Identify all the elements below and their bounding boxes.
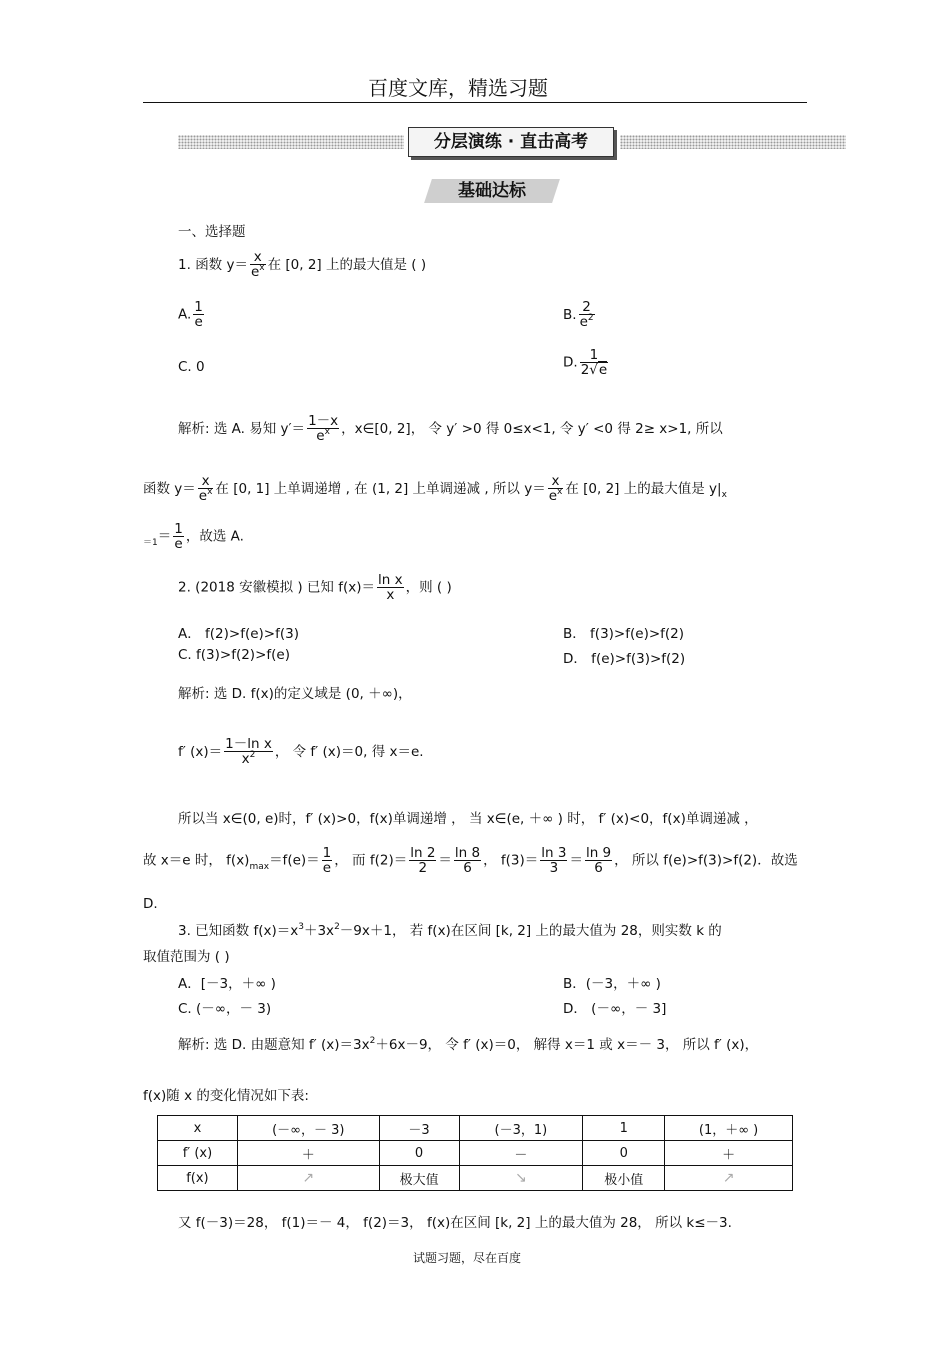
q3-option-d: D． (－∞，－ 3]: [563, 1001, 667, 1017]
table-cell: －: [459, 1141, 583, 1166]
q2-option-d: D． f(e)>f(3)>f(2): [563, 651, 686, 667]
q3-solution-line1: 解析: 选 D. 由题意知 f′ $(x)=3x^2+6x-9$， 令 f′ (x)＝0， 解得 x＝1 或 x＝－ 3， 所以 f′ (x)，: [178, 1036, 759, 1053]
q3-table-intro: f(x)随 x 的变化情况如下表:: [143, 1088, 309, 1104]
increasing-arrow-icon: ↗: [237, 1166, 379, 1191]
q1-option-a: A. $\frac{1}{e}$: [178, 299, 203, 331]
banner-dots-right: [620, 135, 846, 149]
q3-option-b: B．(－3，＋∞ ): [563, 976, 661, 992]
q3-stem-line2: 取值范围为 ( ): [143, 949, 230, 965]
q3-option-a: A．[－3，＋∞ ): [178, 976, 276, 992]
q2-maximum-line: 故 x＝e 时， $f(x)_{max}=f(e)=$ $\frac{1}{e}$ ， 而 f(2)＝ $\frac{\ln 2}{2}$ ＝ $\frac{\ln 8}{6}$ ， f(3)＝ $\frac{\ln 3}{3}$ ＝ $\frac{\ln 9}{6}$ ， 所以 f(e)>f(3)>f(2)．故选: [143, 845, 798, 877]
q1-option-c: C. 0: [178, 359, 205, 375]
table-cell: －3: [379, 1116, 459, 1141]
q2-monotonicity: 所以当 x∈(0, e)时，f′ (x)>0，f(x)单调递增 ， 当 x∈(e, ＋∞ ) 时， f′ (x)<0，f(x)单调递减 ，: [178, 811, 758, 827]
table-row: [158, 1116, 793, 1141]
basic-level-tag: [424, 179, 560, 203]
table-cell: x: [158, 1116, 238, 1141]
section-banner: 分层演练 · 直击高考: [408, 127, 614, 157]
banner-dots-left: [178, 135, 404, 149]
basic-level-tag-label: 基础达标: [458, 181, 526, 201]
table-cell: (－∞，－ 3): [237, 1116, 379, 1141]
q1-tail: 在 [0, 2] 上的最大值是 ( ): [267, 256, 427, 273]
q2-option-c: C. f(3)>f(2)>f(e): [178, 647, 290, 663]
table-row: [158, 1166, 793, 1191]
q1-option-b: B. $\frac{2}{e^2}$: [563, 299, 594, 331]
page-header-title: 百度文库，精选习题: [368, 76, 548, 100]
table-cell: f(x): [158, 1166, 238, 1191]
header-rule: [143, 102, 807, 103]
q2-option-b: B． f(3)>f(e)>f(2): [563, 626, 685, 642]
q3-conclusion: 又 f(－3)＝28， f(1)＝－ 4， f(2)＝3， f(x)在区间 [k, 2] 上的最大值为 28， 所以 k≤－3.: [178, 1215, 732, 1231]
decreasing-arrow-icon: ↘: [459, 1166, 583, 1191]
table-cell: (1，＋∞ ): [665, 1116, 793, 1141]
q1-lead: 函数 y＝: [195, 256, 248, 273]
q2-solution-line1: 解析: 选 D. f(x)的定义域是 (0, ＋∞)，: [178, 686, 412, 702]
q2-derivative: f′ (x)＝ $\frac{\text{1－ln x}}{x^2}$ ， 令 f′ (x)＝0, 得 x＝e.: [178, 736, 424, 768]
q1-solution-line1: 解析: 选 A. 易知 y′＝ $\frac{1-x}{e^x}$ ，x∈[0, 2]， 令 y′ >0 得 0≤x<1, 令 y′ <0 得 2≥ x>1, 所以: [178, 413, 723, 445]
variation-table: [157, 1115, 793, 1191]
table-cell: (－3，1): [459, 1116, 583, 1141]
table-row: [158, 1141, 793, 1166]
q2-answer-end: D.: [143, 896, 158, 912]
table-cell: f′ (x): [158, 1141, 238, 1166]
table-cell: ＋: [665, 1141, 793, 1166]
q1-solution-line2: 函数 y＝ $\frac{x}{e^x}$ 在 [0, 1] 上单调递增 , 在 (1, 2] 上单调递减 , 所以 y＝ $\frac{x}{e^x}$ 在 [0, 2] 上的最大值是 $y|_x$: [143, 473, 727, 505]
q1-solution-line3: $_{=1}$＝ $\frac{1}{e}$ ，故选 A.: [143, 521, 244, 553]
q2-option-a: A． f(2)>f(e)>f(3): [178, 626, 299, 642]
table-cell: ＋: [237, 1141, 379, 1166]
page-footer: 试题习题，尽在百度: [413, 1251, 522, 1265]
q1-number: 1.: [178, 256, 191, 273]
increasing-arrow-icon: ↗: [665, 1166, 793, 1191]
table-cell: 极大值: [379, 1166, 459, 1191]
q1-fraction: $\frac{x}{e^x}$: [250, 249, 265, 281]
table-cell: 1: [583, 1116, 665, 1141]
table-cell: 极小值: [583, 1166, 665, 1191]
table-cell: 0: [583, 1141, 665, 1166]
q3-stem-line1: 3. 已知函数 $f(x)=x^3+3x^2-9x+1$， 若 f(x)在区间 [k, 2] 上的最大值为 28，则实数 k 的: [178, 922, 722, 939]
q3-option-c: C. (－∞，－ 3): [178, 1001, 272, 1017]
section-title: 一、选择题: [178, 224, 246, 240]
q2-stem: 2. (2018 安徽模拟 ) 已知 f(x)＝ $\frac{\text{ln x}}{x}$ ，则 ( ): [178, 572, 452, 604]
q1-stem: [178, 250, 426, 280]
table-cell: 0: [379, 1141, 459, 1166]
q1-option-d: D. $\frac{1}{2√e}$: [563, 347, 608, 379]
